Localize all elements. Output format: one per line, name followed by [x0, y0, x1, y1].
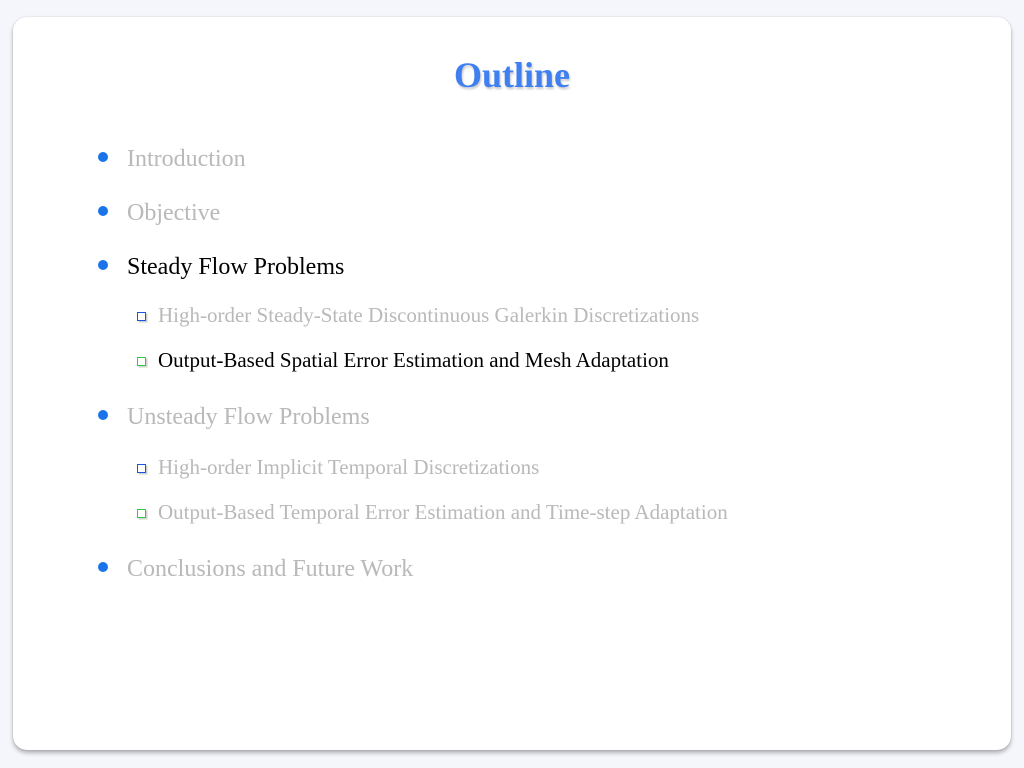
outline-subitem-temporal-error [137, 499, 728, 525]
outline-item-label: Output-Based Temporal Error Estimation and Time-step Adaptation [158, 500, 728, 524]
outline-subitem-steady-dg [137, 302, 699, 328]
bullet-dot-icon [98, 260, 108, 270]
outline-item-label: Introduction [127, 146, 246, 172]
square-bullet-icon [137, 464, 146, 473]
outline-item-label: High-order Steady-State Discontinuous Galerkin Discretizations [158, 303, 700, 327]
outline-subitem-spatial-error [137, 347, 669, 373]
outline-item-label: Objective [127, 200, 221, 226]
outline-item-steady-flow [98, 252, 344, 282]
outline-subitem-temporal-disc [137, 454, 539, 480]
outline-item-label: Steady Flow Problems [127, 254, 345, 280]
bullet-dot-icon [98, 410, 108, 420]
bullet-dot-icon [98, 152, 108, 162]
bullet-dot-icon [98, 206, 108, 216]
bullet-dot-icon [98, 562, 108, 572]
outline-item-label: Output-Based Spatial Error Estimation and Mesh Adaptation [158, 348, 669, 372]
slide-title: Outline [453, 55, 570, 95]
outline-item-objective [98, 198, 220, 228]
slide [13, 17, 1011, 750]
square-bullet-icon [137, 357, 146, 366]
outline-item-label: Conclusions and Future Work [127, 556, 414, 582]
outline-item-label: High-order Implicit Temporal Discretizations [158, 455, 540, 479]
outline-item-introduction [98, 144, 246, 174]
outline-item-label: Unsteady Flow Problems [127, 404, 370, 430]
outline-item-unsteady-flow [98, 402, 370, 432]
square-bullet-icon [137, 312, 146, 321]
outline-item-conclusions [98, 554, 413, 584]
square-bullet-icon [137, 509, 146, 518]
